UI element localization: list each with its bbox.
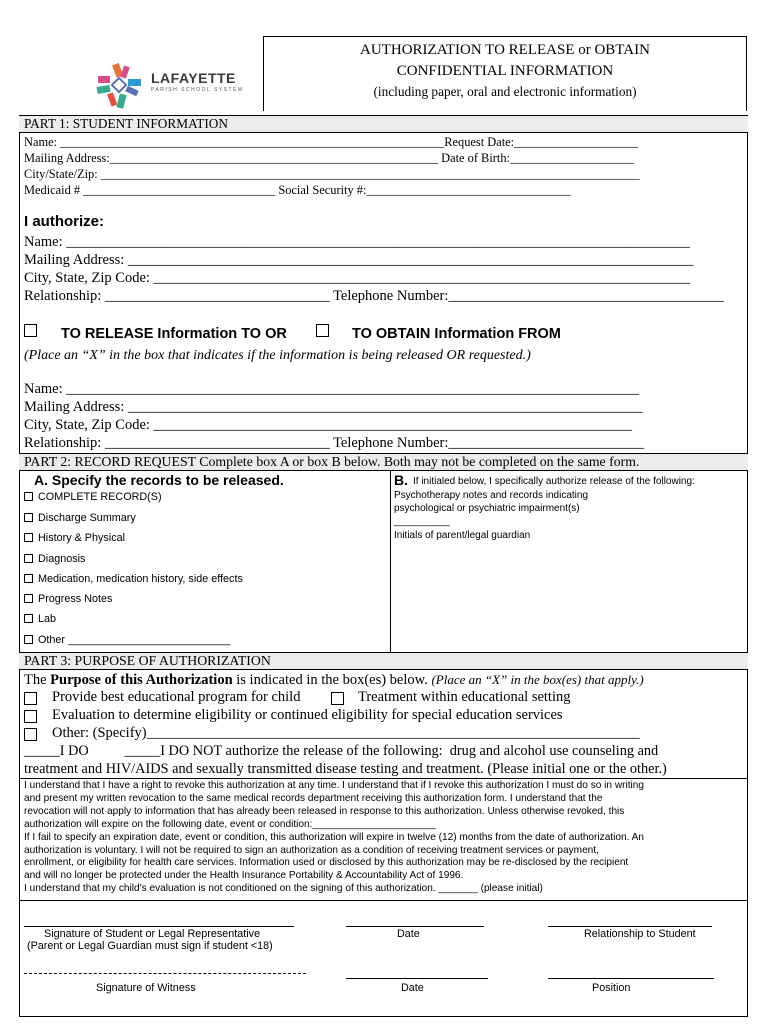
authorizer-mailing-field[interactable]: Mailing Address: ______________________________________________________________________________ [24, 252, 694, 268]
box-b-letter: B. [394, 472, 408, 488]
purpose-other-checkbox[interactable] [24, 728, 37, 741]
witness-label: Signature of Witness [96, 982, 196, 994]
logo-name: LAFAYETTE [151, 70, 236, 86]
box-b-initials-label: Initials of parent/legal guardian [394, 530, 531, 541]
legal-line: I understand that I have a right to revoke this authorization at any time. I understand that if I revoke this authorization I must do so in writing [24, 780, 644, 791]
recipient-relationship-field[interactable]: Relationship: _______________________________ Telephone Number:___________________________ [24, 435, 645, 451]
record-option[interactable] [24, 532, 125, 545]
recipient-mailing-field[interactable]: Mailing Address: _______________________________________________________________________ [24, 399, 643, 415]
purpose-intro-bold: Purpose of this Authorization [50, 672, 233, 688]
purpose-evaluation-checkbox[interactable] [24, 710, 37, 723]
purpose-evaluation-label: Evaluation to determine eligibility or continued eligibility for special education services [52, 707, 563, 723]
authorize-heading: I authorize: [24, 213, 105, 230]
authorizer-city-field[interactable]: City, State, Zip Code: __________________________________________________________________________ [24, 270, 691, 286]
record-option-label: Diagnosis [38, 553, 86, 565]
divider [19, 900, 748, 901]
legal-line: If I fail to specify an expiration date, event or condition, this authorization will expire in twelve (12) months from the date of authorization. An [24, 831, 644, 843]
purpose-intro-italic: (Place an “X” in the box(es) that apply.) [431, 672, 644, 687]
legal-line: and will no longer be protected under the Health Insurance Portability & Accountability Act of 1996. [24, 870, 464, 882]
form-subtitle: (including paper, oral and electronic information) [373, 84, 637, 99]
record-option-checkbox[interactable] [24, 513, 33, 522]
record-option-checkbox[interactable] [24, 554, 33, 563]
box-b-text: If initialed below, I specifically authorize release of the following: [413, 476, 695, 487]
record-option-checkbox[interactable] [24, 635, 33, 644]
record-option-label: Medication, medication history, side effects [38, 573, 243, 585]
record-option-label: COMPLETE RECORD(S) [38, 491, 162, 503]
form-title-line1: AUTHORIZATION TO RELEASE or OBTAIN [360, 42, 650, 58]
part3-heading: PART 3: PURPOSE OF AUTHORIZATION [24, 653, 271, 668]
release-label: TO RELEASE Information TO OR [61, 326, 287, 342]
student-medicaid-field[interactable]: Medicaid # _______________________________ Social Security #:_________________________________ [24, 183, 571, 197]
purpose-other-field[interactable]: Other: (Specify)____________________________________________________________________ [52, 725, 640, 741]
signature-note: (Parent or Legal Guardian must sign if student <18) [27, 940, 273, 952]
district-logo [95, 62, 255, 110]
release-checkbox[interactable] [24, 324, 37, 337]
purpose-intro-pre: The [24, 672, 51, 688]
record-option[interactable] [24, 613, 56, 626]
record-option[interactable] [24, 573, 243, 586]
divider [19, 470, 748, 471]
record-option[interactable] [24, 593, 112, 606]
record-option[interactable] [24, 553, 85, 566]
record-option-label: Discharge Summary [38, 512, 136, 524]
purpose-treatment-checkbox[interactable] [331, 692, 344, 705]
authorizer-name-field[interactable]: Name: ______________________________________________________________________________________ [24, 234, 690, 250]
obtain-checkbox[interactable] [316, 324, 329, 337]
ido-initial-line2: treatment and HIV/AIDS and sexually transmitted disease testing and treatment. (Please initial one or the other.) [24, 761, 667, 777]
purpose-educational-label: Provide best educational program for child [52, 689, 301, 705]
box-a-title: A. Specify the records to be released. [34, 472, 284, 488]
witness-date-label: Date [401, 982, 424, 994]
recipient-name-field[interactable]: Name: _______________________________________________________________________________ [24, 381, 640, 397]
date-line[interactable] [346, 926, 484, 927]
box-b-line3: psychological or psychiatric impairment(s) [394, 503, 580, 514]
legal-line: authorization is voluntary. I will not be required to sign an authorization as a condition of receiving treatment services or payment, [24, 844, 599, 856]
purpose-intro [24, 671, 644, 689]
record-option-label: Progress Notes [38, 593, 113, 605]
record-option[interactable] [24, 491, 162, 504]
record-option-checkbox[interactable] [24, 574, 33, 583]
purpose-educational-checkbox[interactable] [24, 692, 37, 705]
relationship-label: Relationship to Student [584, 928, 696, 940]
purpose-treatment-label: Treatment within educational setting [358, 689, 571, 705]
witness-line[interactable] [24, 973, 306, 974]
part2-heading: PART 2: RECORD REQUEST Complete box A or box B below. Both may not be completed on the same form. [24, 454, 640, 469]
record-option-checkbox[interactable] [24, 533, 33, 542]
record-option[interactable] [24, 634, 230, 647]
obtain-label: TO OBTAIN Information FROM [352, 326, 561, 342]
divider [19, 132, 748, 133]
logo-subtitle: PARISH SCHOOL SYSTEM [151, 87, 244, 93]
legal-line: and present my written revocation to the same medical records department receiving this authorization form. I understand that the [24, 792, 603, 804]
legal-line: enrollment, or eligibility for health care services. Information used or disclosed by this authorization may be re-disclosed by the recipient [24, 857, 629, 869]
signature-label: Signature of Student or Legal Representative [44, 928, 261, 940]
record-option-checkbox[interactable] [24, 614, 33, 623]
record-option-checkbox[interactable] [24, 492, 33, 501]
record-option-checkbox[interactable] [24, 594, 33, 603]
divider [19, 778, 748, 779]
legal-line: revocation will not apply to information that has already been released in response to this authorization. Unless otherwise revoked, this [24, 805, 625, 817]
part1-heading: PART 1: STUDENT INFORMATION [24, 116, 228, 131]
box-divider [390, 470, 391, 652]
signature-line[interactable] [24, 926, 294, 927]
student-city-field[interactable]: City/State/Zip: _______________________________________________________________________________________ [24, 167, 640, 181]
position-label: Position [592, 982, 631, 994]
position-line[interactable] [548, 978, 714, 979]
student-name-field[interactable]: Name: ______________________________________________________________Request Date:____________________ [24, 135, 638, 149]
date-label: Date [397, 928, 420, 940]
authorizer-relationship-field[interactable]: Relationship: _______________________________ Telephone Number:______________________________________ [24, 288, 724, 304]
box-b-line2: Psychotherapy notes and records indicating [394, 490, 589, 501]
legal-line: authorization will expire on the following date, event or condition:______________________ [24, 818, 436, 830]
record-option-label: Other ___________________________ [38, 634, 231, 646]
record-option[interactable] [24, 512, 136, 525]
ido-initial-line[interactable]: _____I DO _____I DO NOT authorize the release of the following: drug and alcohol use counseling and [24, 743, 659, 759]
logo-mark-icon [95, 62, 143, 110]
legal-line: I understand that my child’s evaluation is not conditioned on the signing of this authorization. _______ (please initial) [24, 883, 543, 895]
divider [19, 669, 748, 670]
release-instruction: (Place an “X” in the box that indicates if the information is being released OR requested.) [24, 348, 531, 363]
recipient-city-field[interactable]: City, State, Zip Code: __________________________________________________________________ [24, 417, 633, 433]
box-b-initial-blank[interactable]: __________ [394, 516, 450, 527]
relationship-line[interactable] [548, 926, 712, 927]
purpose-intro-post: is indicated in the box(es) below. [232, 672, 432, 688]
student-mailing-field[interactable]: Mailing Address:_____________________________________________________ Date of Birth:____________________ [24, 151, 634, 165]
record-option-label: History & Physical [38, 532, 125, 544]
form-title-line2: CONFIDENTIAL INFORMATION [396, 63, 614, 79]
witness-date-line[interactable] [346, 978, 488, 979]
record-option-label: Lab [38, 613, 57, 625]
